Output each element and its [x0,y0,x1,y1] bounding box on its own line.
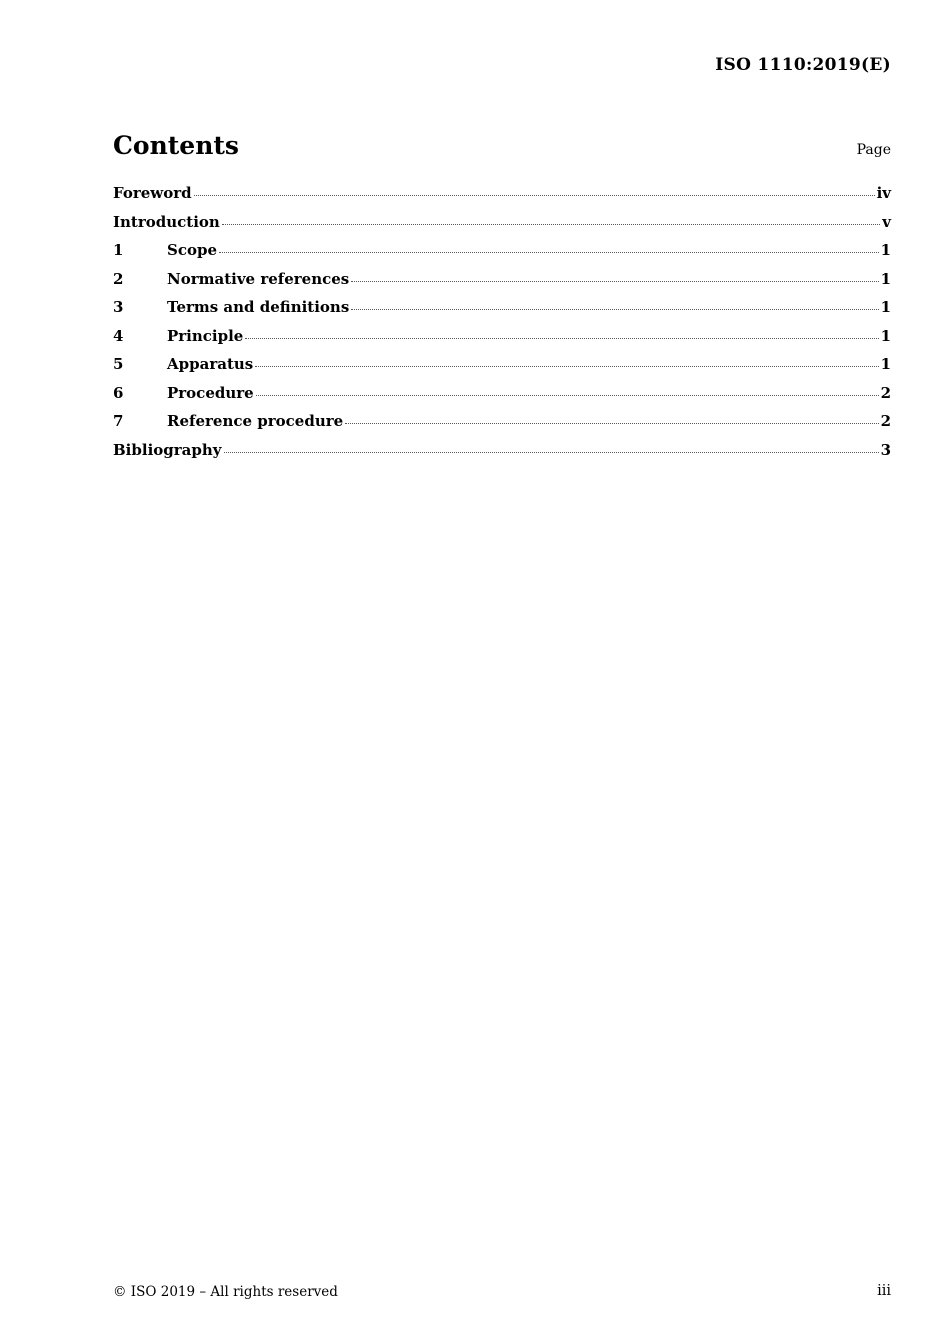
toc-entry-scope[interactable] [113,241,891,270]
toc-entry-introduction[interactable] [113,213,891,242]
toc-entry-number: 3 [113,298,124,316]
page-number: iii [877,1283,891,1299]
toc-entry-page[interactable]: 3 [880,440,891,459]
dot-leader [194,194,875,196]
toc-entry-title[interactable]: Terms and definitions [167,298,350,316]
table-of-contents [113,184,891,469]
toc-entry-bibliography[interactable] [113,441,891,470]
toc-entry-page[interactable]: iv [876,184,891,202]
copyright-notice: © ISO 2019 – All rights reserved [113,1284,338,1300]
dot-leader [245,337,878,339]
toc-entry-number: 7 [113,412,124,430]
dot-leader [345,422,878,424]
toc-entry-number: 2 [113,269,124,288]
toc-entry-number: 5 [113,355,124,373]
toc-entry-principle[interactable] [113,327,891,356]
toc-entry-page[interactable]: 1 [880,241,891,259]
dot-leader [256,394,879,396]
document-identifier: ISO 1110:2019(E) [715,55,891,75]
toc-entry-number: 6 [113,383,124,402]
dot-leader [351,308,878,310]
toc-entry-title[interactable]: Foreword [113,184,192,202]
toc-entry-page[interactable]: 1 [880,355,891,373]
toc-entry-terms-and-definitions[interactable] [113,298,891,327]
toc-entry-foreword[interactable] [113,184,891,213]
toc-entry-reference-procedure[interactable] [113,412,891,441]
toc-entry-number: 1 [113,241,124,259]
dot-leader [219,251,879,253]
toc-entry-page[interactable]: 2 [880,412,891,430]
toc-entry-page[interactable]: 1 [880,326,891,345]
toc-entry-title[interactable]: Introduction [113,212,220,231]
toc-entry-page[interactable]: 1 [880,298,891,316]
toc-entry-title[interactable]: Reference procedure [167,412,344,430]
toc-entry-procedure[interactable] [113,384,891,413]
dot-leader [351,280,878,282]
toc-entry-page[interactable]: 2 [880,383,891,402]
toc-entry-title[interactable]: Principle [167,326,244,345]
toc-entry-title[interactable]: Apparatus [167,355,254,373]
toc-entry-title[interactable]: Bibliography [113,440,222,459]
page-column-label: Page [856,142,891,158]
toc-entry-page[interactable]: 1 [880,269,891,288]
dot-leader [222,223,880,225]
toc-entry-title[interactable]: Procedure [167,383,254,402]
toc-entry-title[interactable]: Scope [167,241,218,259]
toc-entry-normative-references[interactable] [113,270,891,299]
contents-title: Contents [113,131,240,160]
contents-header [113,131,891,165]
toc-entry-number: 4 [113,326,124,345]
toc-entry-title[interactable]: Normative references [167,269,350,288]
toc-entry-page[interactable]: v [882,212,891,231]
dot-leader [255,365,878,367]
dot-leader [224,451,879,453]
toc-entry-apparatus[interactable] [113,355,891,384]
